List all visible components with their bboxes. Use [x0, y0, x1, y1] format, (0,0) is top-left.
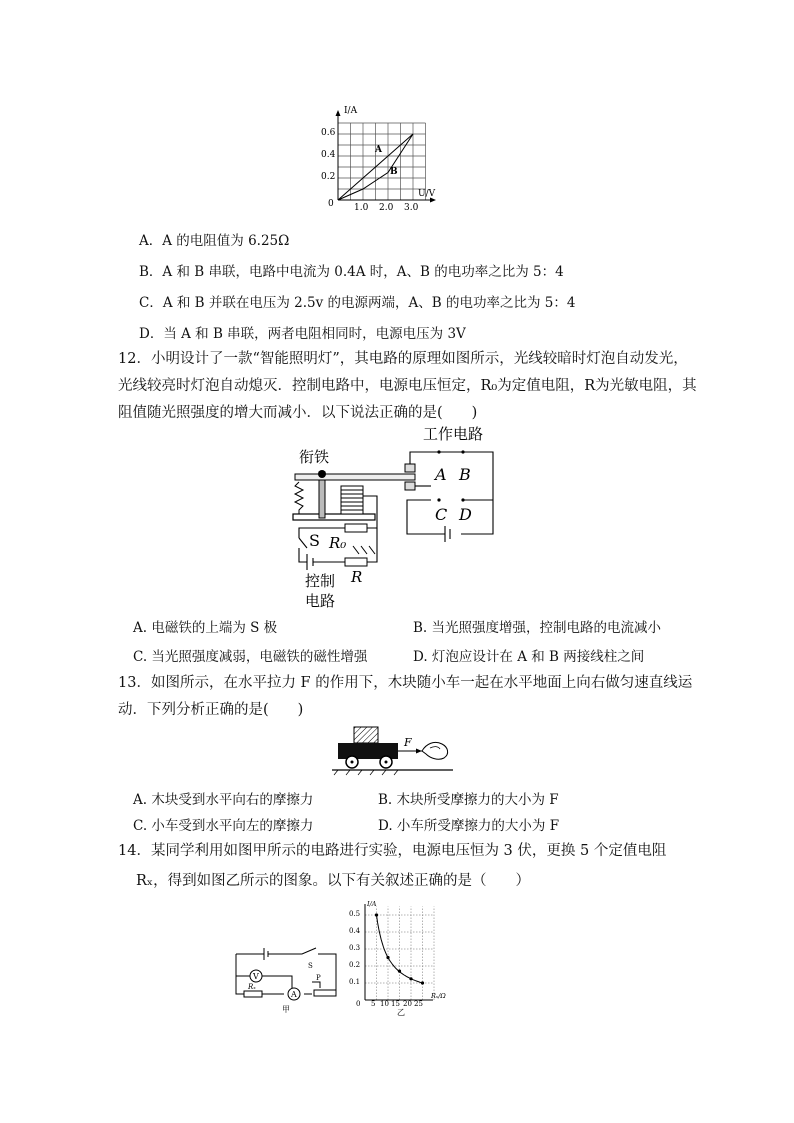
q13-option-b: B. 木块所受摩擦力的大小为 F	[378, 792, 559, 808]
q14-grid	[365, 907, 434, 1001]
q12-electromagnet	[341, 486, 363, 514]
q11-y-tick: 0.2	[321, 172, 336, 182]
q12-stem-line: 12．小明设计了一款“智能照明灯”，其电路的原理如图所示，光线较暗时灯泡自动发光，	[118, 351, 688, 367]
q14-stem-line: Rₓ，得到如图乙所示的图象。以下有关叙述正确的是（ ）	[136, 873, 531, 889]
q12-option-d: D. 灯泡应设计在 A 和 B 两接线柱之间	[413, 649, 645, 665]
q13-option-a: A. 木块受到水平向右的摩擦力	[133, 792, 314, 808]
q12-base-plate	[293, 514, 375, 520]
q14-y-tick: 0.4	[349, 927, 361, 935]
q14-graph-caption: 乙	[397, 1008, 405, 1016]
q11-curve-b-label: B	[390, 167, 398, 177]
q14-x-tick: 5	[371, 1000, 376, 1008]
q12-r0-resistor	[345, 524, 367, 532]
q14-x-tick: 10	[380, 1000, 389, 1008]
q14-switch-label: S	[308, 962, 313, 970]
q14-data-point	[375, 913, 378, 916]
q14-ammeter-label: A	[291, 990, 297, 999]
q12-option-b: B. 当光照强度增强，控制电路的电流减小	[413, 620, 662, 636]
q11-option-b: B．A 和 B 串联，电路中电流为 0.4A 时，A、B 的电功率之比为 5：4	[139, 264, 564, 280]
q14-data-point	[386, 956, 389, 959]
q11-option-c: C．A 和 B 并联在电压为 2.5v 的电源两端，A、B 的电功率之比为 5：4	[139, 295, 576, 311]
q14-y-label: I/A	[367, 900, 377, 908]
q14-data-point	[409, 977, 412, 980]
q13-cart-figure	[330, 724, 455, 776]
q12-terminal-c: C	[435, 505, 448, 524]
q14-slider-label: P	[316, 974, 321, 982]
q14-voltmeter-label: V	[253, 972, 259, 981]
q13-hand	[422, 742, 448, 759]
q12-pivot	[318, 470, 326, 478]
q12-armature-bar	[295, 474, 415, 480]
q14-rx-resistor	[244, 991, 262, 997]
q13-option-c: C. 小车受到水平向左的摩擦力	[133, 818, 314, 834]
q12-terminal-a: A	[435, 465, 447, 484]
q11-x-tick: 1.0	[354, 203, 369, 212]
q11-x-tick: 3.0	[404, 203, 419, 212]
q12-option-a: A. 电磁铁的上端为 S 极	[133, 620, 278, 636]
q11-origin: 0	[328, 199, 334, 209]
q14-circuit-caption: 甲	[282, 1005, 290, 1014]
q12-light-arrows	[353, 546, 375, 554]
q14-y-tick: 0.1	[349, 978, 361, 986]
q13-wood-block	[354, 727, 378, 743]
q13-option-d: D. 小车所受摩擦力的大小为 F	[378, 818, 560, 834]
q12-option-c: C. 当光照强度减弱，电磁铁的磁性增强	[133, 649, 368, 665]
q14-origin: 0	[356, 1000, 361, 1008]
q12-upper-contact	[405, 464, 415, 472]
q14-stem-line: 14．某同学利用如图甲所示的电路进行实验，电源电压恒为 3 伏，更换 5 个定值电阻	[118, 843, 667, 859]
q12-spring	[295, 482, 303, 514]
q12-photoresistor	[345, 558, 367, 566]
q11-x-label: U/V	[418, 189, 436, 199]
q12-lower-contact	[405, 482, 415, 490]
q14-x-tick: 20	[403, 1000, 412, 1008]
q11-curve-a-label: A	[375, 145, 382, 155]
q12-switch-label: S	[309, 531, 320, 550]
q14-y-tick: 0.3	[349, 944, 361, 952]
q14-y-tick: 0.2	[349, 961, 361, 969]
q14-i-r-graph	[347, 898, 457, 1016]
q12-work-circuit-wires	[407, 452, 493, 542]
q14-x-tick: 15	[391, 1000, 400, 1008]
q13-stem-line: 13．如图所示，在水平拉力 F 的作用下，木块随小车一起在水平地面上向右做匀速直线运	[118, 675, 693, 691]
q13-stem-line: 动．下列分析正确的是( )	[118, 702, 304, 718]
q11-x-tick: 2.0	[379, 203, 394, 212]
q12-terminal-b: B	[459, 465, 471, 484]
q12-control-label: 控制	[305, 572, 336, 590]
q11-iu-graph	[315, 100, 445, 212]
q12-terminal-d: D	[459, 505, 472, 524]
q12-stem-line: 阻值随光照强度的增大而减小．以下说法正确的是( )	[118, 405, 478, 421]
q14-data-point	[398, 970, 401, 973]
q11-y-arrow	[336, 110, 341, 116]
q14-circuit-figure	[232, 942, 344, 1014]
q12-control-label: 电路	[305, 592, 336, 610]
q12-work-circuit-label: 工作电路	[423, 425, 484, 443]
q12-relay-circuit-figure	[285, 422, 515, 614]
q14-data-point	[421, 981, 424, 984]
q14-x-tick: 25	[414, 1000, 423, 1008]
q11-y-tick: 0.4	[321, 150, 336, 160]
q12-r-label: R	[351, 568, 363, 586]
q12-r0-label: R₀	[329, 534, 347, 552]
q12-stem-line: 光线较亮时灯泡自动熄灭．控制电路中，电源电压恒定，R₀为定值电阻，R为光敏电阻，其	[118, 378, 697, 394]
q13-force-label: F	[404, 736, 412, 749]
q14-y-tick: 0.5	[349, 910, 361, 918]
q12-armature-label: 衔铁	[299, 448, 330, 466]
q13-ground-hatch	[334, 770, 398, 775]
q11-option-d: D．当 A 和 B 串联，两者电阻相同时，电源电压为 3V	[139, 326, 466, 342]
q14-x-label: Rₓ/Ω	[431, 992, 446, 1000]
q14-rx-label: Rₓ	[248, 983, 256, 991]
q11-y-tick: 0.6	[321, 128, 336, 138]
q11-option-a: A．A 的电阻值为 6.25Ω	[139, 233, 290, 249]
q11-y-label: I/A	[344, 106, 358, 116]
